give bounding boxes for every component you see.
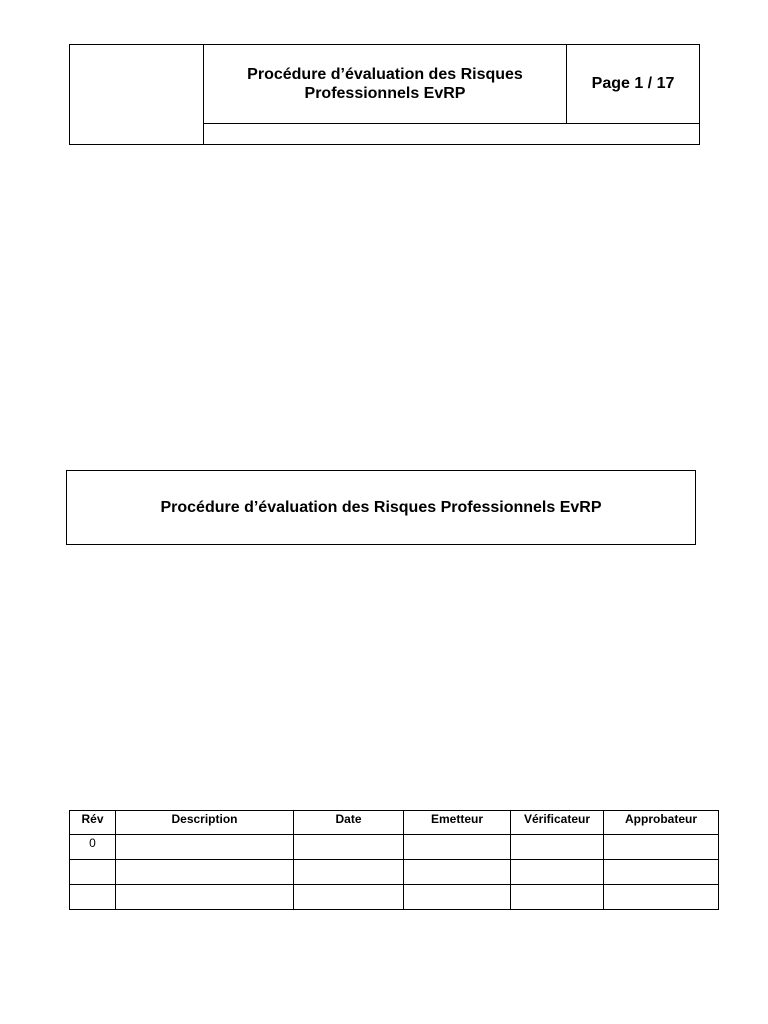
table-cell: [604, 835, 719, 860]
table-row: [70, 860, 719, 885]
table-cell: [70, 885, 116, 910]
table-cell: [70, 860, 116, 885]
table-cell: [511, 885, 604, 910]
document-header: [69, 44, 700, 145]
table-row: [70, 835, 719, 860]
revision-table-header: [70, 811, 719, 835]
table-cell: [404, 835, 511, 860]
table-cell: [511, 860, 604, 885]
main-title: Procédure d’évaluation des Risques Professionnels EvRP: [66, 470, 696, 545]
header-title: [204, 45, 567, 124]
table-cell: [294, 860, 404, 885]
header-title-line2: Professionnels EvRP: [304, 85, 466, 102]
table-cell: [116, 835, 294, 860]
table-cell: 0: [70, 835, 116, 860]
column-header-emetteur: Emetteur: [404, 811, 511, 835]
table-cell: [404, 860, 511, 885]
table-cell: [511, 835, 604, 860]
table-cell: [116, 885, 294, 910]
table-cell: [404, 885, 511, 910]
column-header-approbateur: Approbateur: [604, 811, 719, 835]
header-title-line1: Procédure d’évaluation des Risques: [247, 66, 523, 83]
column-header-rev: Rév: [70, 811, 116, 835]
revision-table: [69, 810, 719, 910]
table-row: [70, 885, 719, 910]
page-number: Page 1 / 17: [567, 45, 700, 124]
table-cell: [116, 860, 294, 885]
table-cell: [604, 860, 719, 885]
header-subrow: [204, 124, 700, 145]
column-header-description: Description: [116, 811, 294, 835]
column-header-verificateur: Vérificateur: [511, 811, 604, 835]
table-cell: [294, 885, 404, 910]
column-header-date: Date: [294, 811, 404, 835]
table-cell: [294, 835, 404, 860]
logo-placeholder: [70, 45, 204, 145]
table-cell: [604, 885, 719, 910]
